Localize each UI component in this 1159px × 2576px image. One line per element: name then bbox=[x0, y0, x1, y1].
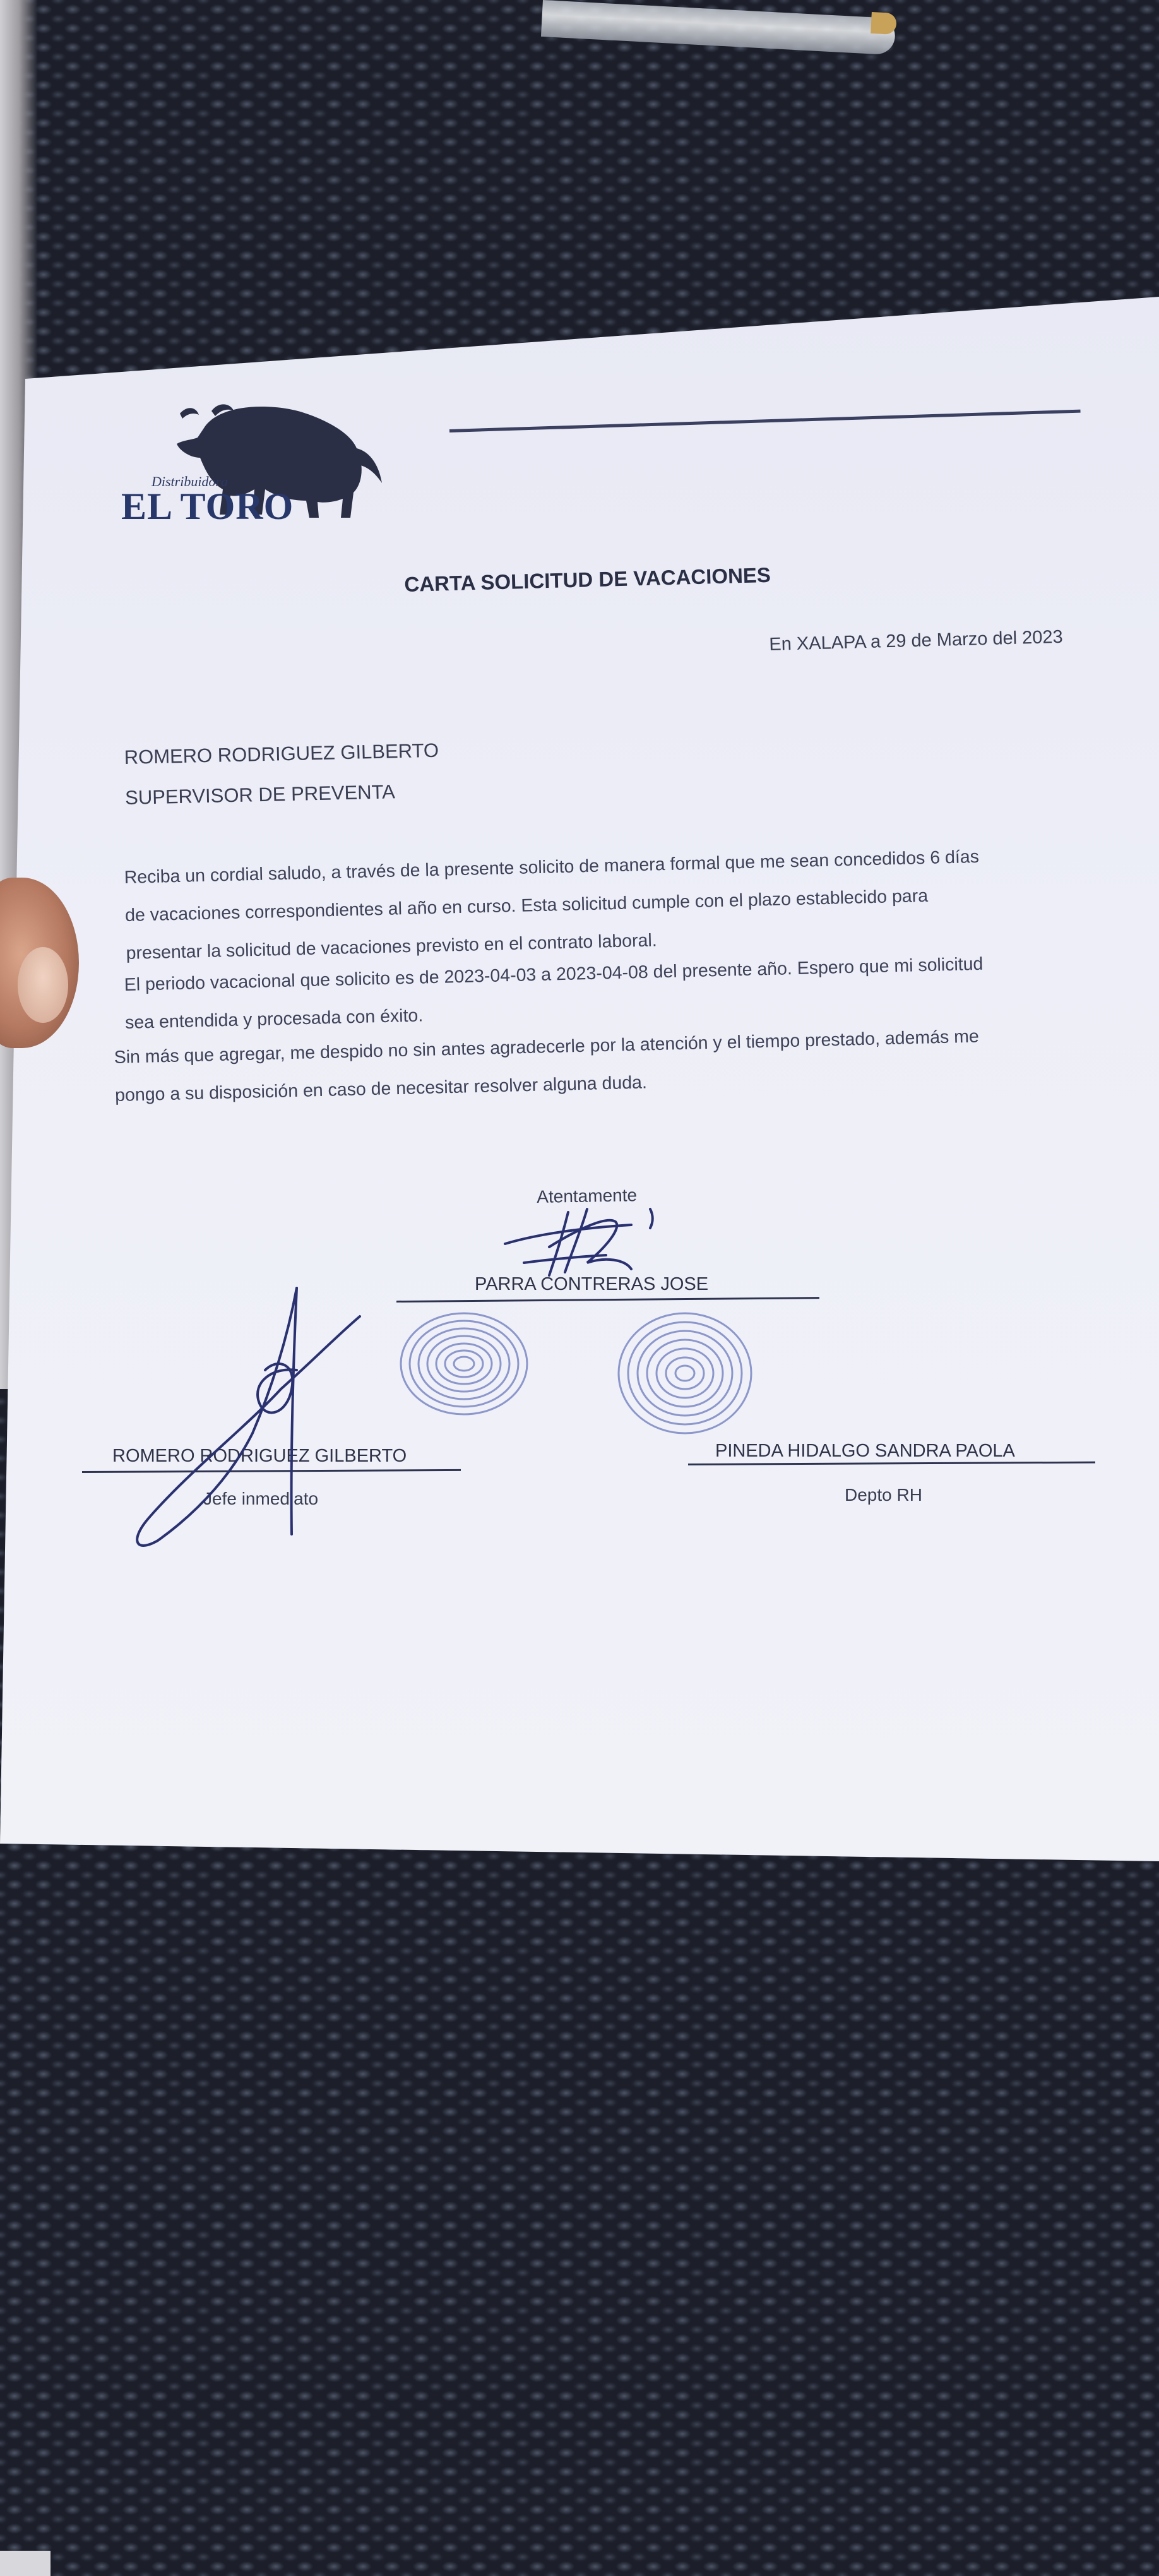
logo-brand: EL TORO bbox=[121, 486, 294, 527]
letter-title: CARTA SOLICITUD DE VACACIONES bbox=[404, 563, 771, 596]
paragraph-line: sea entendida y procesada con éxito. bbox=[124, 1005, 424, 1033]
logo-tagline: Distribuidora bbox=[152, 474, 229, 489]
hr-role: Depto RH bbox=[845, 1485, 922, 1505]
paragraph-line: El periodo vacacional que solicito es de 2023-04-03 a 2023-04-08 del presente año. Espero que mi solicitud bbox=[124, 953, 984, 995]
paragraph-line: Sin más que agregar, me despido no sin antes agradecerle por la atención y el tiempo prestado, además me bbox=[114, 1026, 980, 1068]
supervisor-role: Jefe inmediato bbox=[203, 1489, 319, 1508]
addressee-position: SUPERVISOR DE PREVENTA bbox=[124, 780, 396, 809]
pen bbox=[541, 0, 896, 55]
date-line: En XALAPA a 29 de Marzo del 2023 bbox=[769, 626, 1064, 655]
finger-nail bbox=[18, 947, 68, 1023]
paragraph-line: Reciba un cordial saludo, a través de la presente solicito de manera formal que me sean concedidos 6 días bbox=[124, 846, 980, 888]
paragraph-line: presentar la solicitud de vacaciones previsto en el contrato laboral. bbox=[126, 930, 658, 963]
addressee-name: ROMERO RODRIGUEZ GILBERTO bbox=[124, 739, 439, 768]
employee-name: PARRA CONTRERAS JOSE bbox=[475, 1274, 709, 1294]
hr-name: PINEDA HIDALGO SANDRA PAOLA bbox=[715, 1441, 1015, 1461]
corner-strip bbox=[0, 2551, 51, 2576]
closing-text: Atentamente bbox=[537, 1185, 638, 1207]
pen-tip bbox=[871, 12, 897, 35]
supervisor-name: ROMERO RODRIGUEZ GILBERTO bbox=[112, 1446, 407, 1466]
paragraph-line: de vacaciones correspondientes al año en curso. Esta solicitud cumple con el plazo establecido para bbox=[124, 885, 929, 926]
paragraph-line: pongo a su disposición en caso de necesitar resolver alguna duda. bbox=[114, 1072, 648, 1106]
addressee-block bbox=[124, 730, 440, 818]
